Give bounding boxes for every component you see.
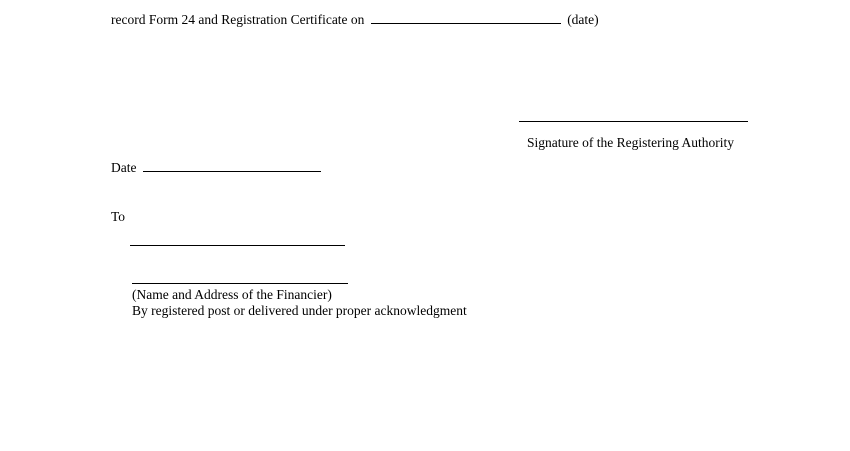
financier-address-line[interactable] <box>132 283 348 284</box>
record-line-prefix: record Form 24 and Registration Certificate on <box>111 12 365 27</box>
record-date-field[interactable] <box>371 12 561 24</box>
signature-line[interactable] <box>519 121 748 122</box>
to-label: To <box>111 209 126 224</box>
financier-label: (Name and Address of the Financier) <box>132 287 332 302</box>
signature-label: Signature of the Registering Authority <box>527 135 734 150</box>
record-line-suffix: (date) <box>567 12 599 27</box>
financier-name-line[interactable] <box>130 245 345 246</box>
record-line <box>111 12 599 28</box>
clipped-previous-line <box>0 0 850 4</box>
delivery-note: By registered post or delivered under proper acknowledgment <box>132 303 467 318</box>
date-field[interactable] <box>143 160 321 172</box>
date-row <box>111 160 321 176</box>
date-label: Date <box>111 160 137 175</box>
